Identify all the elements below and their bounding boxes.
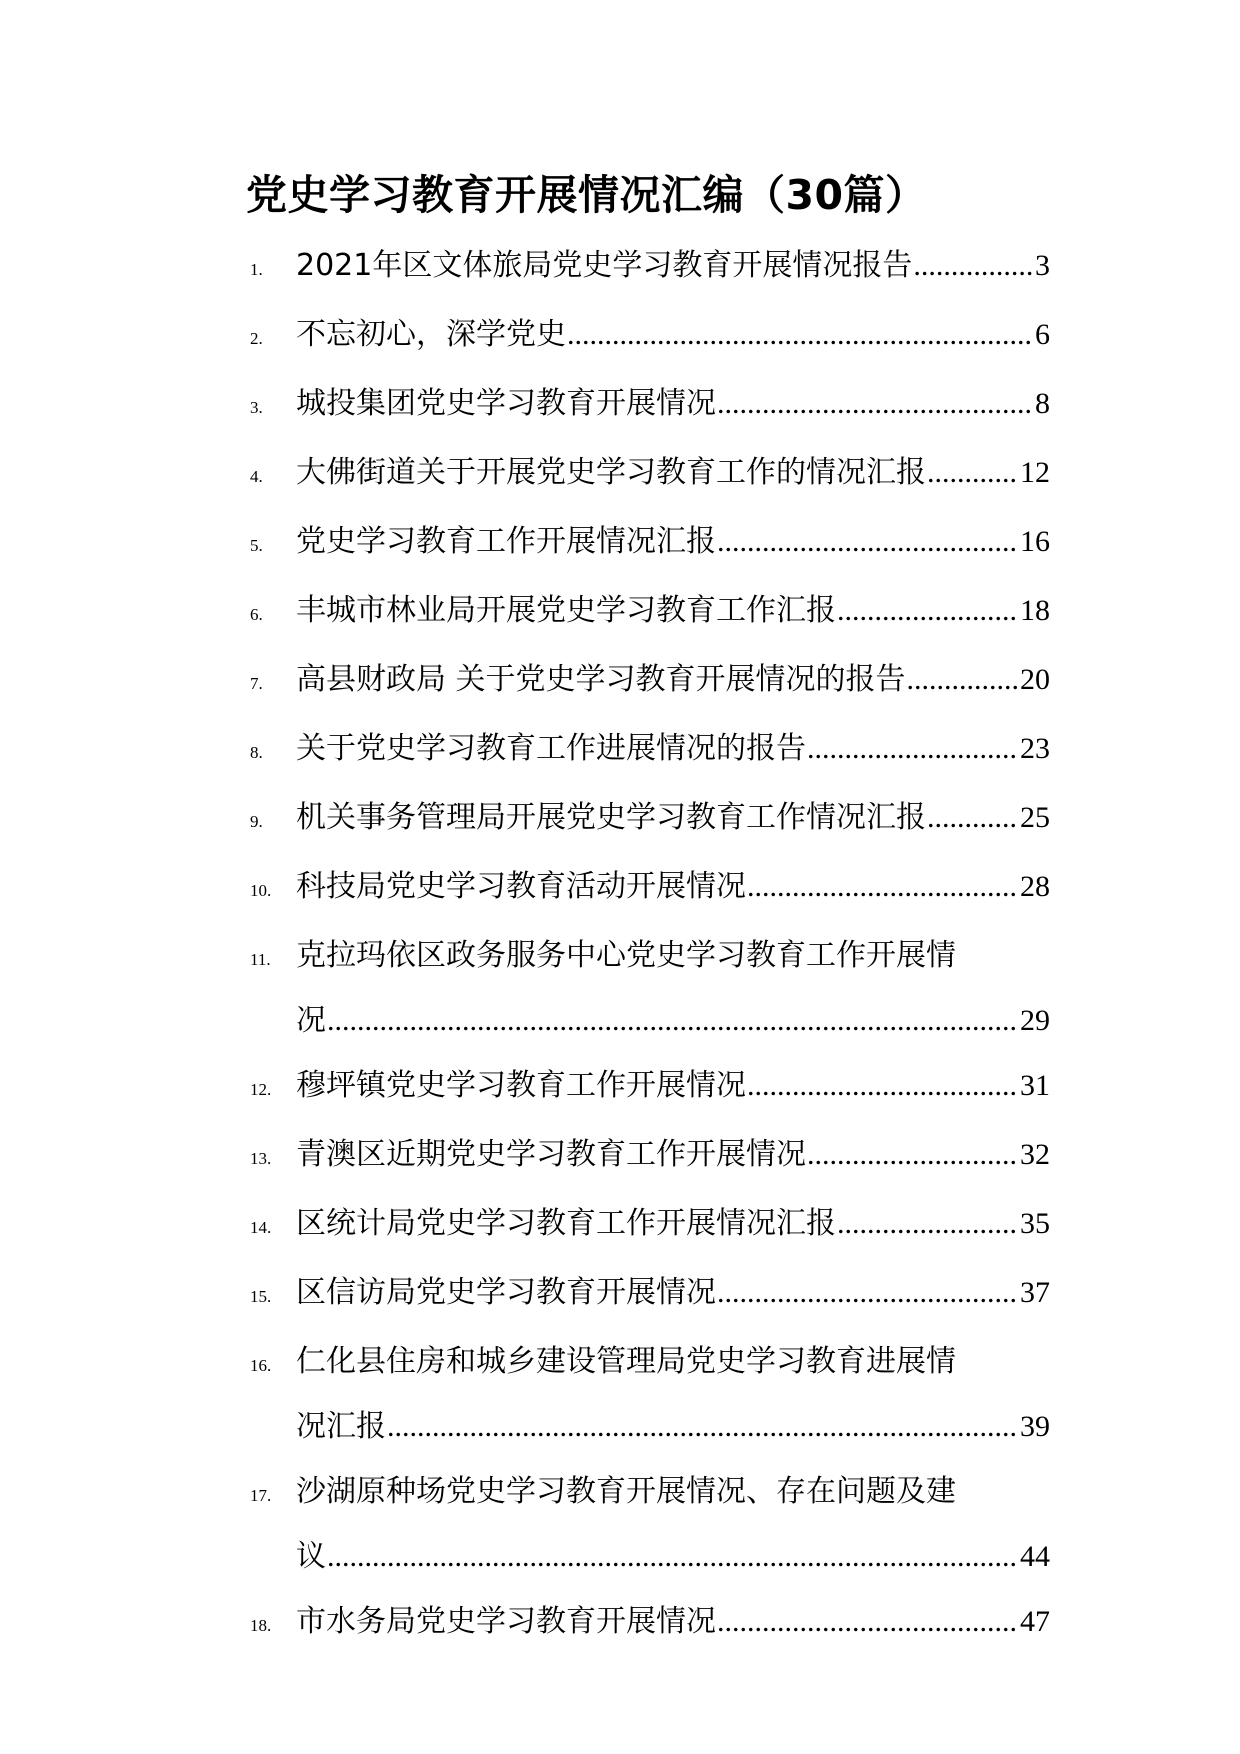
toc-dot-leader	[807, 716, 1019, 781]
toc-entry-line	[296, 1459, 1050, 1524]
toc-entry-text	[296, 854, 1050, 919]
toc-entry-line	[296, 716, 1050, 781]
toc-entry-number: 13.	[250, 1149, 272, 1168]
toc-entry-line	[296, 854, 1050, 919]
toc-entry-title: 况	[296, 1003, 326, 1038]
toc-entry-text	[296, 371, 1050, 436]
toc-entry[interactable]	[250, 1053, 1050, 1122]
toc-dot-leader	[837, 578, 1019, 643]
toc-entry-text	[296, 440, 1050, 505]
toc-entry[interactable]	[250, 785, 1050, 854]
toc-entry-title: 2021年区文体旅局党史学习教育开展情况报告	[296, 248, 913, 283]
toc-entry-line	[296, 440, 1050, 505]
toc-dot-leader	[747, 1053, 1019, 1118]
toc-entry-number: 17.	[250, 1486, 272, 1505]
toc-entry-line	[296, 1329, 1050, 1394]
toc-page-number: 25	[1020, 801, 1050, 834]
toc-entry-title: 不忘初心，深学党史	[296, 317, 566, 352]
toc-entry[interactable]	[250, 371, 1050, 440]
toc-entry-title: 况汇报	[296, 1409, 386, 1444]
toc-page-number: 35	[1020, 1207, 1050, 1240]
toc-entry-line	[296, 785, 1050, 850]
toc-entry-title: 科技局党史学习教育活动开展情况	[296, 869, 746, 904]
toc-entry-line	[296, 371, 1050, 436]
toc-entry-title: 沙湖原种场党史学习教育开展情况、存在问题及建	[296, 1474, 956, 1509]
toc-entry-number: 2.	[250, 329, 263, 348]
toc-entry-number: 3.	[250, 398, 263, 417]
toc-entry[interactable]	[250, 854, 1050, 923]
toc-entry-text	[296, 1122, 1050, 1187]
toc-entry-title: 区统计局党史学习教育工作开展情况汇报	[296, 1206, 836, 1241]
toc-entry-number: 10.	[250, 881, 272, 900]
toc-entry-number: 12.	[250, 1080, 272, 1099]
toc-entry-number: 6.	[250, 605, 263, 624]
toc-entry-text	[296, 233, 1050, 298]
toc-entry-line	[296, 509, 1050, 574]
toc-entry-number: 7.	[250, 674, 263, 693]
toc-entry-line	[296, 923, 1050, 988]
table-of-contents	[250, 233, 1050, 1658]
toc-entry[interactable]	[250, 1260, 1050, 1329]
toc-dot-leader	[327, 1524, 1019, 1589]
toc-entry[interactable]	[250, 716, 1050, 785]
toc-entry[interactable]	[250, 1589, 1050, 1658]
toc-entry[interactable]	[250, 1459, 1050, 1589]
toc-page-number: 3	[1035, 249, 1050, 282]
toc-entry-line	[296, 1053, 1050, 1118]
toc-page-number: 28	[1020, 870, 1050, 903]
toc-dot-leader	[747, 854, 1019, 919]
toc-entry-title: 高县财政局 关于党史学习教育开展情况的报告	[296, 662, 906, 697]
toc-entry-line	[296, 1394, 1050, 1459]
toc-entry-line	[296, 1122, 1050, 1187]
toc-entry-text	[296, 1053, 1050, 1118]
toc-entry-text	[296, 302, 1050, 367]
toc-dot-leader	[837, 1191, 1019, 1256]
toc-entry-text	[296, 509, 1050, 574]
toc-entry-title: 穆坪镇党史学习教育工作开展情况	[296, 1068, 746, 1103]
toc-entry-title: 议	[296, 1539, 326, 1574]
toc-entry-text	[296, 716, 1050, 781]
toc-entry-number: 11.	[250, 950, 271, 969]
toc-dot-leader	[717, 1589, 1019, 1654]
toc-entry-line	[296, 1589, 1050, 1654]
toc-entry-title: 青澳区近期党史学习教育工作开展情况	[296, 1137, 806, 1172]
toc-entry[interactable]	[250, 509, 1050, 578]
toc-entry-line	[296, 578, 1050, 643]
toc-page-number: 16	[1020, 525, 1050, 558]
document-title: 党史学习教育开展情况汇编（30篇）	[246, 171, 927, 219]
toc-entry-title: 克拉玛依区政务服务中心党史学习教育工作开展情	[296, 938, 956, 973]
toc-entry-title: 丰城市林业局开展党史学习教育工作汇报	[296, 593, 836, 628]
toc-entry[interactable]	[250, 440, 1050, 509]
toc-entry[interactable]	[250, 1191, 1050, 1260]
toc-page-number: 29	[1020, 1004, 1050, 1037]
toc-page-number: 12	[1020, 456, 1050, 489]
toc-dot-leader	[387, 1394, 1019, 1459]
toc-dot-leader	[717, 509, 1019, 574]
toc-entry-number: 5.	[250, 536, 263, 555]
toc-page-number: 47	[1020, 1605, 1050, 1638]
toc-entry-text	[296, 1589, 1050, 1654]
toc-entry-line	[296, 1524, 1050, 1589]
toc-dot-leader	[927, 440, 1019, 505]
toc-dot-leader	[717, 371, 1034, 436]
toc-entry-text	[296, 1260, 1050, 1325]
toc-entry-title: 城投集团党史学习教育开展情况	[296, 386, 716, 421]
toc-entry-title: 机关事务管理局开展党史学习教育工作情况汇报	[296, 800, 926, 835]
toc-entry-number: 18.	[250, 1616, 272, 1635]
toc-entry-text	[296, 1329, 1050, 1459]
toc-entry-title: 区信访局党史学习教育开展情况	[296, 1275, 716, 1310]
toc-entry-line	[296, 647, 1050, 712]
toc-entry[interactable]	[250, 302, 1050, 371]
toc-dot-leader	[717, 1260, 1019, 1325]
toc-entry-number: 1.	[250, 260, 263, 279]
toc-page-number: 37	[1020, 1276, 1050, 1309]
toc-entry-number: 4.	[250, 467, 263, 486]
toc-page-number: 6	[1035, 318, 1050, 351]
toc-entry-number: 16.	[250, 1356, 272, 1375]
toc-page-number: 31	[1020, 1069, 1050, 1102]
toc-page-number: 39	[1020, 1410, 1050, 1443]
toc-entry-line	[296, 1260, 1050, 1325]
toc-page-number: 8	[1035, 387, 1050, 420]
toc-entry-number: 14.	[250, 1218, 272, 1237]
toc-entry-text	[296, 647, 1050, 712]
toc-entry-line	[296, 302, 1050, 367]
toc-dot-leader	[927, 785, 1019, 850]
toc-entry-line	[296, 1191, 1050, 1256]
toc-entry-line	[296, 233, 1050, 298]
toc-entry-number: 9.	[250, 812, 263, 831]
toc-entry-number: 8.	[250, 743, 263, 762]
toc-entry-text	[296, 578, 1050, 643]
toc-entry[interactable]	[250, 1122, 1050, 1191]
toc-entry-text	[296, 923, 1050, 1053]
toc-page-number: 23	[1020, 732, 1050, 765]
toc-entry[interactable]	[250, 578, 1050, 647]
toc-dot-leader	[913, 233, 1034, 298]
toc-page-number: 44	[1020, 1540, 1050, 1573]
toc-entry-text	[296, 1191, 1050, 1256]
toc-entry-title: 市水务局党史学习教育开展情况	[296, 1604, 716, 1639]
toc-entry-title: 仁化县住房和城乡建设管理局党史学习教育进展情	[296, 1344, 956, 1379]
toc-entry[interactable]	[250, 1329, 1050, 1459]
toc-page-number: 32	[1020, 1138, 1050, 1171]
toc-page-number: 20	[1020, 663, 1050, 696]
toc-entry-title: 大佛街道关于开展党史学习教育工作的情况汇报	[296, 455, 926, 490]
toc-page-number: 18	[1020, 594, 1050, 627]
toc-dot-leader	[567, 302, 1034, 367]
toc-entry-line	[296, 988, 1050, 1053]
toc-dot-leader	[327, 988, 1019, 1053]
toc-entry-number: 15.	[250, 1287, 272, 1306]
toc-entry[interactable]	[250, 647, 1050, 716]
toc-entry[interactable]	[250, 233, 1050, 302]
toc-entry-title: 党史学习教育工作开展情况汇报	[296, 524, 716, 559]
toc-entry-text	[296, 1459, 1050, 1589]
toc-entry[interactable]	[250, 923, 1050, 1053]
toc-dot-leader	[807, 1122, 1019, 1187]
toc-dot-leader	[907, 647, 1019, 712]
toc-entry-text	[296, 785, 1050, 850]
toc-entry-title: 关于党史学习教育工作进展情况的报告	[296, 731, 806, 766]
